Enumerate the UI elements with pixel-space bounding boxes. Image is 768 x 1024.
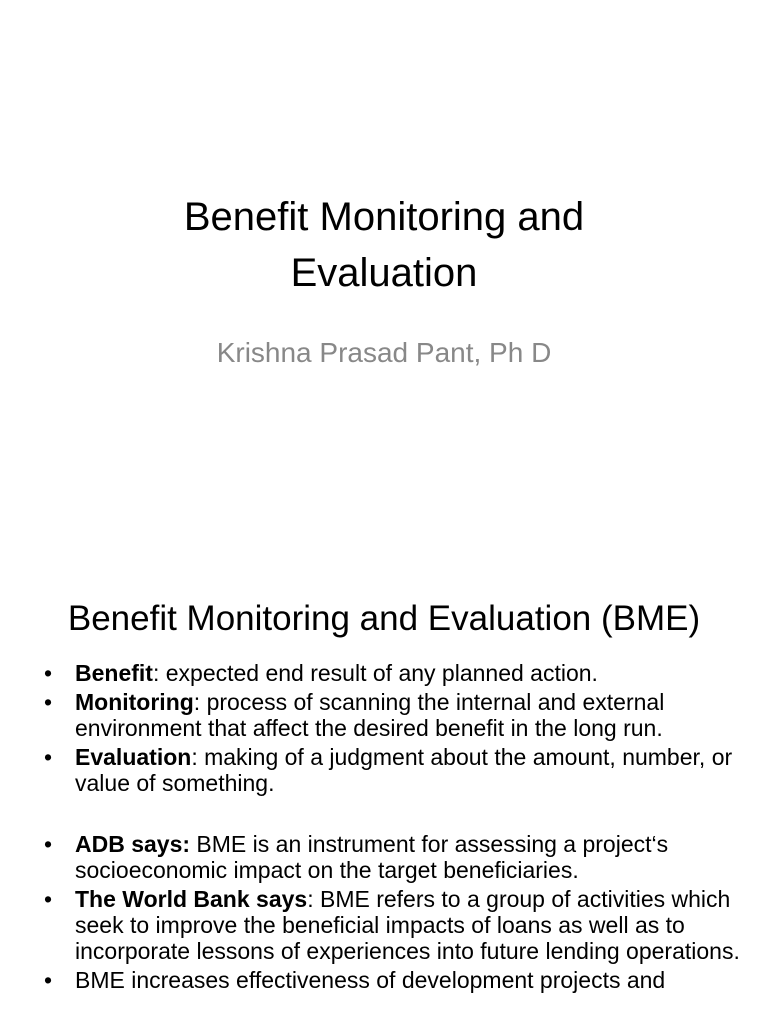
bullet-list	[44, 660, 744, 996]
slide-heading: Benefit Monitoring and Evaluation (BME)	[67, 599, 701, 638]
bullet-item-benefit	[44, 660, 744, 686]
bullet-term: ADB says:	[75, 831, 191, 857]
bullet-text: BME increases effectiveness of development projects and	[75, 967, 666, 993]
bullet-term: Monitoring	[75, 689, 194, 715]
bullet-icon: •	[44, 689, 53, 715]
bullet-item-adb	[44, 831, 744, 883]
bullet-term: Benefit	[75, 660, 153, 686]
slide-title	[84, 189, 684, 301]
author-subtitle: Krishna Prasad Pant, Ph D	[216, 337, 552, 368]
slide-title-line-1: Benefit Monitoring and	[183, 195, 585, 239]
bullet-icon: •	[44, 967, 53, 993]
bullet-icon: •	[44, 831, 53, 857]
bullet-item-evaluation	[44, 744, 744, 796]
bullet-term: Evaluation	[75, 744, 192, 770]
bullet-item-world-bank	[44, 886, 744, 964]
bullet-text: : making of a judgment about the amount, number, or value of something.	[75, 744, 733, 796]
bullet-text: : process of scanning the internal and external environment that affect the desired benefit in the long run.	[75, 689, 665, 741]
bullet-item-monitoring	[44, 689, 744, 741]
bullet-text: : expected end result of any planned action.	[152, 660, 598, 686]
slide-title-line-2: Evaluation	[290, 251, 478, 295]
bullet-icon: •	[44, 886, 53, 912]
bullet-item-bme-effectiveness	[44, 967, 744, 993]
bullet-icon: •	[44, 660, 53, 686]
content-slide	[0, 576, 768, 1024]
bullet-text: BME is an instrument for assessing a project‘s socioeconomic impact on the target beneficiaries.	[75, 831, 669, 883]
bullet-text: : BME refers to a group of activities which seek to improve the beneficial impacts of loans as well as to incorporate lessons of experiences into future lending operations.	[75, 886, 740, 964]
bullet-term: The World Bank says	[75, 886, 308, 912]
bullet-icon: •	[44, 744, 53, 770]
